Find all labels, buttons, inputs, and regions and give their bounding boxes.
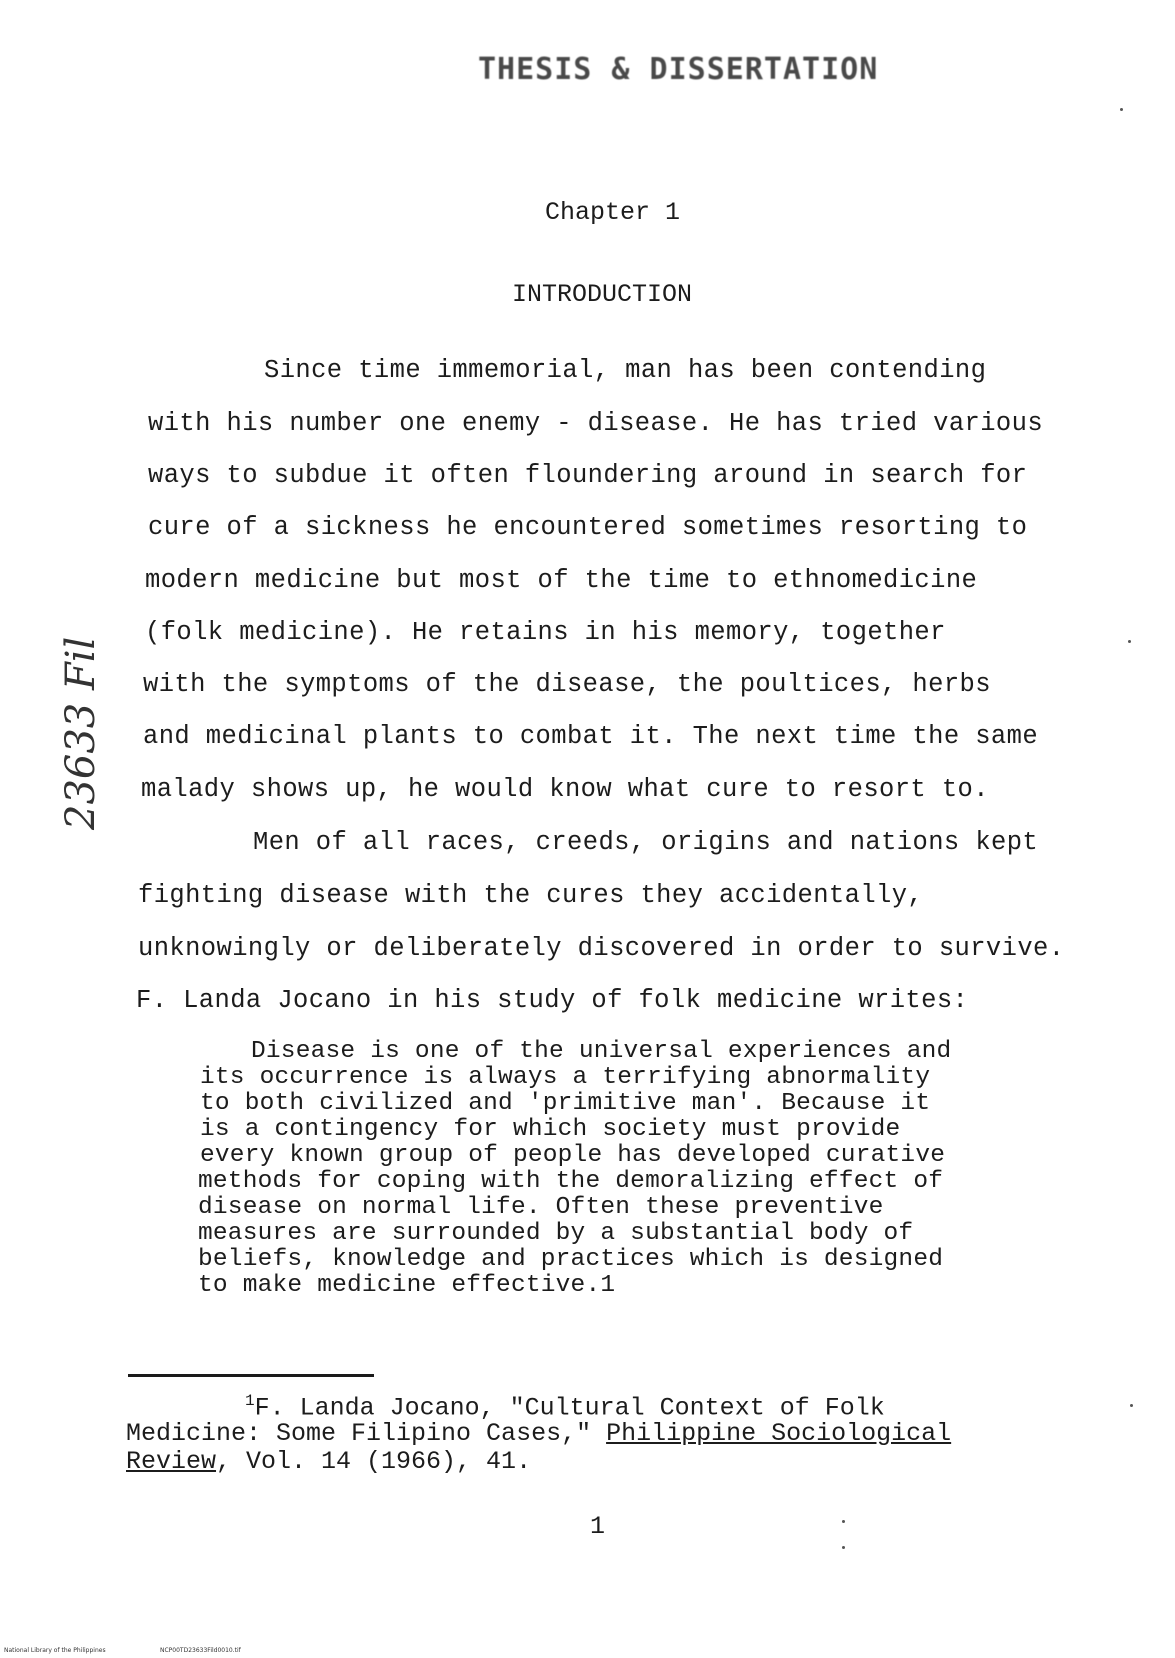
footnote-divider	[128, 1374, 374, 1377]
quote-line: measures are surrounded by a substantial body of	[198, 1220, 914, 1247]
quote-line: to make medicine effective.1	[198, 1272, 616, 1299]
thesis-dissertation-stamp: THESIS & DISSERTATION	[478, 52, 879, 87]
scan-speck	[842, 1546, 845, 1549]
footnote-text: F. Landa Jocano, "Cultural Context of Folk	[254, 1393, 885, 1423]
footer-library-credit: National Library of the Philippines	[4, 1647, 106, 1654]
footnote-text: Medicine: Some Filipino Cases,"	[126, 1419, 607, 1448]
footnote-line	[126, 1447, 531, 1476]
paragraph-line: Men of all races, creeds, origins and nations kept	[253, 828, 1039, 857]
paragraph-line: cure of a sickness he encountered sometimes resorting to	[148, 513, 1028, 542]
footnote-marker: 1	[245, 1392, 255, 1410]
chapter-label: Chapter 1	[545, 198, 681, 227]
paragraph-line: Since time immemorial, man has been contending	[264, 356, 987, 385]
footer-file-id: NCP00TD23633Fild0010.tif	[160, 1647, 241, 1654]
scan-speck	[1120, 108, 1123, 111]
paragraph-line: F. Landa Jocano in his study of folk medicine writes:	[136, 986, 969, 1015]
quote-line: disease on normal life. Often these preventive	[198, 1194, 884, 1221]
paragraph-line: fighting disease with the cures they accidentally,	[138, 881, 924, 910]
handwritten-accession-note: 23633 Fil	[58, 636, 104, 830]
journal-title: Review	[126, 1447, 217, 1476]
quote-line: to both civilized and 'primitive man'. Because it	[200, 1090, 931, 1117]
footnote-line	[245, 1392, 885, 1422]
section-heading: INTRODUCTION	[512, 280, 693, 309]
footnote-text: , Vol. 14 (1966), 41.	[216, 1447, 532, 1476]
footnote-line	[126, 1419, 951, 1448]
paragraph-line: and medicinal plants to combat it. The next time the same	[143, 722, 1039, 751]
quote-line: Disease is one of the universal experiences and	[251, 1038, 952, 1065]
paragraph-line: with his number one enemy - disease. He has tried various	[148, 409, 1044, 438]
quote-line: its occurrence is always a terrifying abnormality	[200, 1064, 931, 1091]
paragraph-line: ways to subdue it often floundering around in search for	[148, 461, 1028, 490]
quote-line: beliefs, knowledge and practices which is designed	[198, 1246, 944, 1273]
paragraph-line: with the symptoms of the disease, the poultices, herbs	[143, 670, 991, 699]
scan-speck	[1130, 1404, 1133, 1407]
journal-title: Philippine Sociological	[606, 1419, 952, 1448]
quote-line: is a contingency for which society must provide	[200, 1116, 901, 1143]
paragraph-line: malady shows up, he would know what cure to resort to.	[141, 775, 989, 804]
quote-line: methods for coping with the demoralizing effect of	[198, 1168, 944, 1195]
quote-line: every known group of people has developed curative	[200, 1142, 946, 1169]
scan-speck	[1128, 640, 1131, 643]
paragraph-line: (folk medicine). He retains in his memory, together	[145, 618, 946, 647]
scan-speck	[842, 1520, 845, 1523]
paragraph-line: modern medicine but most of the time to ethnomedicine	[145, 566, 978, 595]
page-number: 1	[590, 1512, 606, 1541]
paragraph-line: unknowingly or deliberately discovered in order to survive.	[138, 934, 1065, 963]
